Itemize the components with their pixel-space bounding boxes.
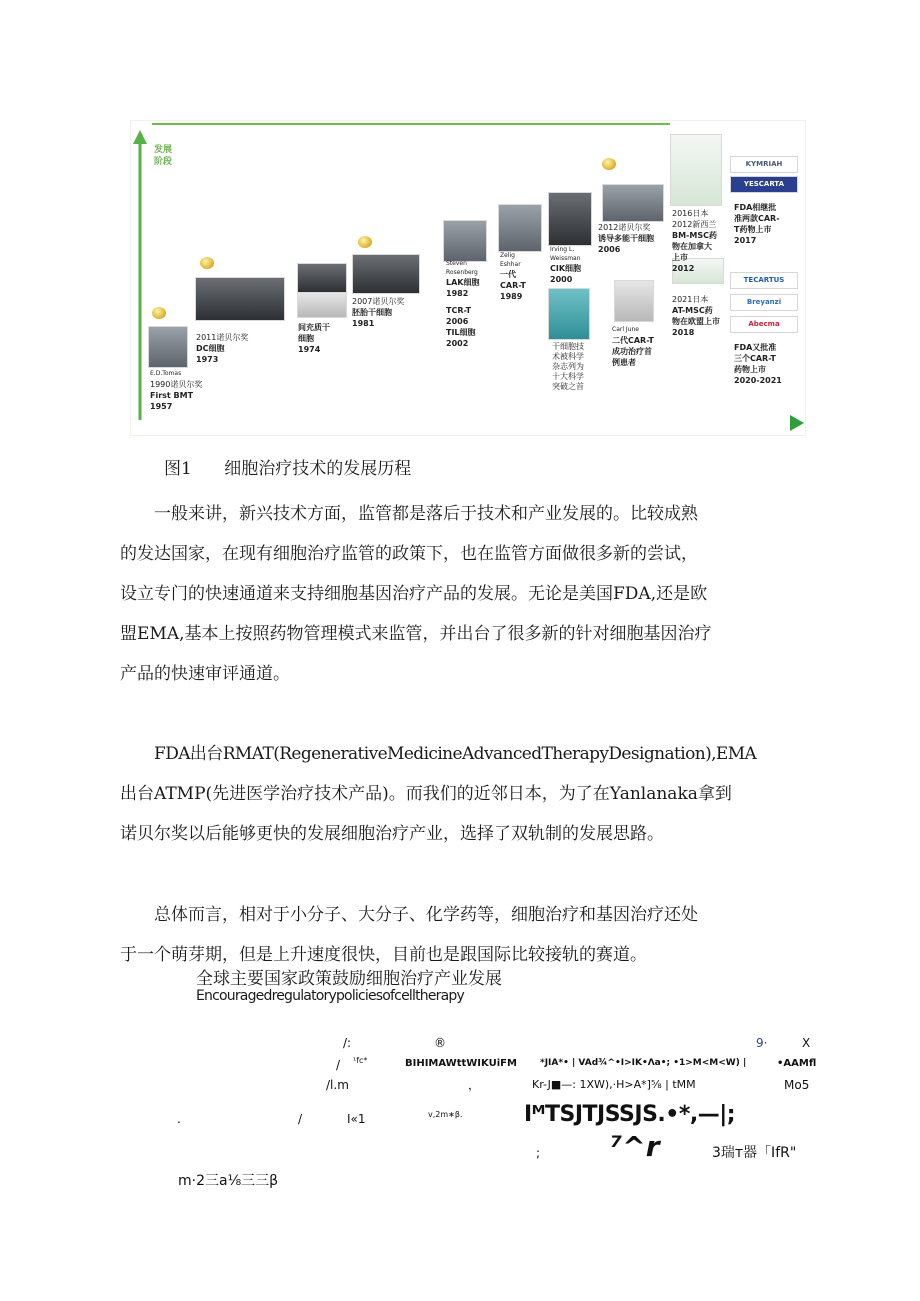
logo-text: TECARTUS bbox=[743, 276, 785, 284]
milestone-line: 2006 bbox=[446, 317, 469, 326]
paragraph-line: 诺贝尔奖以后能够更快的发展细胞治疗产业，选择了双轨制的发展思路。 bbox=[120, 824, 664, 844]
table-fragment: v,2m∗β. bbox=[428, 1110, 463, 1119]
milestone-1981 bbox=[352, 296, 404, 329]
drug-package-image bbox=[670, 134, 722, 206]
milestone-line: 2007诺贝尔奖 bbox=[352, 297, 405, 306]
table-fragment: IᴹTSJTJSSJS.•*,—|; bbox=[524, 1102, 736, 1127]
portrait-photo bbox=[148, 326, 188, 368]
portrait-photo bbox=[195, 277, 285, 321]
paragraph-line: 出台ATMP(先进医学治疗技术产品)。而我们的近邻日本，为了在Yanlanaka拿到 bbox=[120, 784, 732, 804]
milestone-line: 物在欧盟上市 bbox=[672, 317, 720, 326]
table-title-cn: 全球主要国家政策鼓励细胞治疗产业发展 bbox=[196, 969, 502, 989]
milestone-line: 例患者 bbox=[612, 358, 636, 367]
table-fragment: ¹fc* bbox=[353, 1056, 368, 1065]
table-fragment-text: m·2三a⅛三三β bbox=[178, 1173, 279, 1189]
milestone-line: 1974 bbox=[298, 345, 321, 354]
milestone-1973 bbox=[196, 332, 248, 365]
paragraph-line: 于一个萌芽期，但是上升速度很快，目前也是跟国际比较接轨的赛道。 bbox=[120, 945, 647, 965]
milestone-line: T药物上市 bbox=[734, 225, 772, 234]
table-fragment bbox=[178, 1170, 278, 1190]
paragraph-line: FDA出台RMAT(RegenerativeMedicineAdvancedTherapyDesignation),EMA bbox=[154, 744, 757, 764]
axis-label bbox=[154, 144, 184, 168]
milestone-line: CAR-T bbox=[500, 281, 526, 290]
paragraph-line: 设立专门的快速通道来支持细胞基因治疗产品的发展。无论是美国FDA,还是欧 bbox=[120, 584, 708, 604]
milestone-2006-ips bbox=[598, 222, 654, 255]
milestone-line: 二代CAR-T bbox=[612, 336, 654, 345]
milestone-line: 2020-2021 bbox=[734, 376, 782, 385]
logo-text: Breyanzi bbox=[746, 298, 782, 306]
table-fragment: X bbox=[802, 1036, 811, 1050]
milestone-line: 2000 bbox=[550, 275, 573, 284]
milestone-line: AT-MSC药 bbox=[672, 306, 713, 315]
table-fragment: / bbox=[336, 1058, 341, 1072]
milestone-line: Steven bbox=[446, 260, 467, 267]
milestone-line: 2017 bbox=[734, 236, 757, 245]
table-fragment: 3瑞т器「IfR" bbox=[712, 1145, 797, 1161]
table-fragment: Mo5 bbox=[784, 1078, 810, 1092]
table-fragment: BIHIMAWttWIKUiFM bbox=[405, 1058, 517, 1069]
milestone-1982 bbox=[446, 260, 480, 349]
milestone-line: 胚胎干细胞 bbox=[352, 308, 392, 317]
milestone-line: First BMT bbox=[150, 391, 194, 400]
milestone-line: 术被科学 bbox=[552, 352, 584, 361]
milestone-1989 bbox=[500, 252, 526, 302]
y-axis-arrowhead bbox=[133, 130, 147, 144]
cell-image bbox=[297, 292, 347, 318]
portrait-photo bbox=[297, 263, 347, 293]
portrait-photo bbox=[614, 280, 654, 322]
paragraph-line: 产品的快速审评通道。 bbox=[120, 664, 290, 684]
portrait-photo bbox=[352, 254, 420, 294]
table-fragment: *JIA*• | VAd¾^•I>IK•Λa•; •1>M<M<W) | bbox=[540, 1058, 747, 1068]
table-fragment: ⁷^r bbox=[610, 1130, 660, 1163]
milestone-1974 bbox=[298, 322, 330, 355]
milestone-line: 1957 bbox=[150, 402, 173, 411]
yescarta-logo bbox=[730, 176, 798, 193]
milestone-2012 bbox=[672, 208, 717, 274]
table-fragment: / bbox=[298, 1112, 303, 1126]
table-title-en: Encouragedregulatorypoliciesofcelltherapy bbox=[196, 988, 464, 1004]
paragraph-regulation bbox=[120, 494, 810, 694]
milestone-line: 十大科学 bbox=[552, 372, 584, 381]
nobel-medal-icon bbox=[200, 257, 214, 269]
paragraph-rmat-atmp bbox=[120, 734, 810, 854]
logo-text: KYMRIAH bbox=[745, 160, 783, 168]
milestone-line: 成功治疗首 bbox=[612, 347, 652, 356]
milestone-line: 1981 bbox=[352, 319, 375, 328]
milestone-line: 间充质干 bbox=[298, 323, 330, 332]
milestone-1957 bbox=[150, 368, 202, 412]
table-fragment: •AAMfl bbox=[777, 1058, 817, 1069]
milestone-line: 1973 bbox=[196, 355, 219, 364]
milestone-line: 1982 bbox=[446, 289, 469, 298]
milestone-line: 2012新西兰 bbox=[672, 220, 717, 229]
milestone-line: 1989 bbox=[500, 292, 523, 301]
milestone-line: 2016日本 bbox=[672, 209, 709, 218]
milestone-line: 上市 bbox=[672, 253, 688, 262]
milestone-line: Eshhar bbox=[500, 261, 521, 268]
paragraph-line: 盟EMA,基本上按照药物管理模式来监管，并出台了很多新的针对细胞基因治疗 bbox=[120, 624, 712, 644]
milestone-2017 bbox=[734, 202, 780, 246]
milestone-2018 bbox=[672, 294, 720, 338]
table-fragment: . bbox=[177, 1112, 181, 1126]
milestone-carl-june bbox=[612, 324, 654, 368]
table-fragment: ， bbox=[468, 1078, 481, 1092]
nobel-medal-icon bbox=[602, 158, 616, 170]
milestone-line: 一代 bbox=[500, 270, 516, 279]
tecartus-logo bbox=[730, 272, 798, 289]
milestone-line: TCR-T bbox=[446, 306, 472, 315]
paragraph-summary bbox=[120, 895, 810, 975]
nobel-medal-icon bbox=[152, 307, 166, 319]
milestone-line: 三个CAR-T bbox=[734, 354, 776, 363]
milestone-line: 细胞 bbox=[298, 334, 314, 343]
milestone-line: 诱导多能干细胞 bbox=[598, 234, 654, 243]
axis-label-line: 发展 bbox=[154, 145, 173, 155]
milestone-line: TIL细胞 bbox=[446, 328, 476, 337]
milestone-line: 1990诺贝尔奖 bbox=[150, 380, 203, 389]
milestone-line: 2006 bbox=[598, 245, 621, 254]
portrait-photo bbox=[443, 220, 487, 262]
milestone-line: BM-MSC药 bbox=[672, 231, 717, 240]
table-fragment: ; bbox=[536, 1146, 541, 1160]
kymriah-logo bbox=[730, 156, 798, 173]
milestone-line: E.D.Tomas bbox=[150, 370, 182, 377]
paragraph-line: 一般来讲，新兴技术方面，监管都是落后于技术和产业发展的。比较成熟 bbox=[154, 504, 698, 524]
milestone-line: 2012诺贝尔奖 bbox=[598, 223, 651, 232]
timeline-figure bbox=[130, 120, 806, 436]
portrait-photo bbox=[548, 192, 592, 246]
milestone-line: FDA相继批 bbox=[734, 203, 777, 212]
paragraph-line: 总体而言，相对于小分子、大分子、化学药等，细胞治疗和基因治疗还处 bbox=[154, 905, 698, 925]
milestone-line: CIK细胞 bbox=[550, 264, 582, 273]
milestone-science-breakthrough bbox=[552, 342, 584, 392]
milestone-2000 bbox=[550, 246, 581, 285]
milestone-line: Rosenberg bbox=[446, 269, 478, 276]
milestone-line: 准两款CAR- bbox=[734, 214, 780, 223]
table-fragment: Kr-J■—: 1XW),·H>A*]⅝ | tMM bbox=[532, 1078, 696, 1091]
journal-cover-image bbox=[548, 288, 590, 340]
table-fragment: 9· bbox=[756, 1036, 768, 1050]
milestone-line: 2011诺贝尔奖 bbox=[196, 333, 249, 342]
breyanzi-logo bbox=[730, 294, 798, 311]
milestone-line: 2021日本 bbox=[672, 295, 709, 304]
milestone-line: DC细胞 bbox=[196, 344, 225, 353]
portrait-photo bbox=[498, 204, 542, 252]
portrait-photo bbox=[602, 184, 664, 222]
milestone-line: Irving L. bbox=[550, 246, 575, 253]
milestone-line: 2018 bbox=[672, 328, 695, 337]
milestone-line: 杂志列为 bbox=[552, 362, 584, 371]
milestone-line: 2002 bbox=[446, 339, 469, 348]
milestone-line: 突破之首 bbox=[552, 382, 584, 391]
figure-caption: 图1 细胞治疗技术的发展历程 bbox=[164, 459, 412, 479]
abecma-logo bbox=[730, 316, 798, 333]
table-fragment: /: bbox=[343, 1036, 352, 1050]
milestone-2020-2021 bbox=[734, 342, 782, 386]
paragraph-line: 的发达国家，在现有细胞治疗监管的政策下，也在监管方面做很多新的尝试， bbox=[120, 544, 698, 564]
logo-text: YESCARTA bbox=[743, 180, 785, 188]
nobel-medal-icon bbox=[358, 236, 372, 248]
milestone-line: 物在加拿大 bbox=[672, 242, 712, 251]
logo-text: Abecma bbox=[748, 320, 780, 328]
x-axis-arrowhead bbox=[790, 415, 804, 431]
milestone-line: Weissman bbox=[550, 255, 581, 262]
table-fragment: /l.m bbox=[326, 1078, 349, 1092]
axis-label-line: 阶段 bbox=[154, 157, 173, 167]
milestone-line: Zelig bbox=[500, 252, 515, 259]
milestone-line: 2012 bbox=[672, 264, 695, 273]
table-fragment: I«1 bbox=[347, 1112, 366, 1126]
milestone-line: 干细胞技 bbox=[552, 342, 584, 351]
milestone-line: FDA又批准 bbox=[734, 343, 777, 352]
table-fragment: ® bbox=[434, 1036, 446, 1050]
milestone-line: 药物上市 bbox=[734, 365, 766, 374]
milestone-line: Carl June bbox=[612, 326, 639, 333]
milestone-line: LAK细胞 bbox=[446, 278, 480, 287]
